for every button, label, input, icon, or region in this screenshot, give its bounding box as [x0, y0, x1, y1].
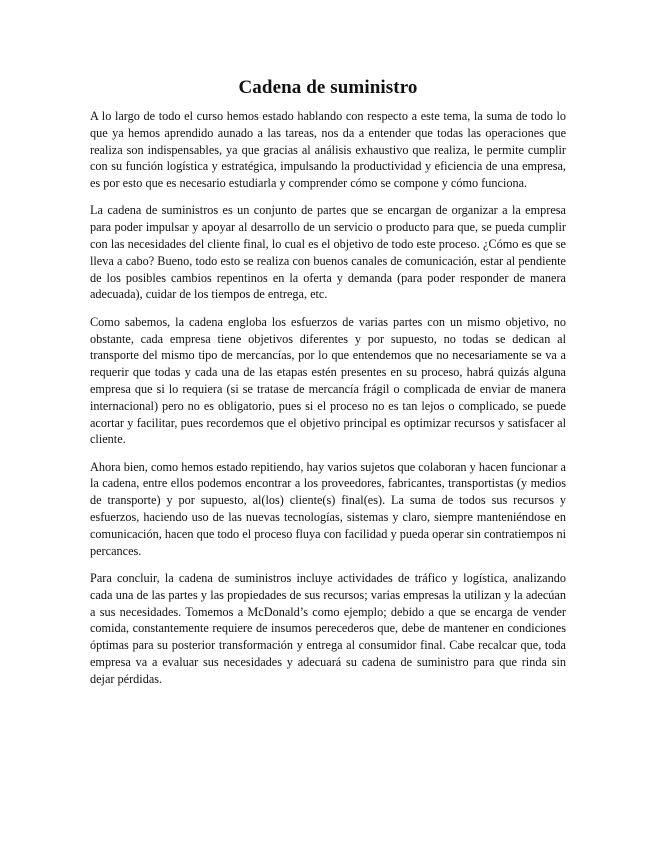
paragraph-1: A lo largo de todo el curso hemos estado hablando con respecto a este tema, la suma de todo lo que ya hemos aprendido aunado a las tareas, nos da a entender que todas las operaciones que realiza son indispensables, ya que gracias al análisis exhaustivo que realiza, le permite cumplir con su función logística y estratégica, impulsando la productividad y eficiencia de una empresa, es por esto que es necesario estudiarla y comprender cómo se compone y cómo funciona.: [90, 109, 566, 191]
document-title: Cadena de suministro: [238, 77, 418, 98]
paragraph-2: La cadena de suministros es un conjunto de partes que se encargan de organizar a la empresa para poder impulsar y apoyar al desarrollo de un servicio o producto para que, se pueda cumplir con las necesidades del cliente final, lo cual es el objetivo de todo este proceso. ¿Cómo es que se lleva a cabo? Bueno, todo esto se realiza con buenos canales de comunicación, estar al pendiente de los posibles cambios repentinos en la oferta y demanda (para poder responder de manera adecuada), cuidar de los tiempos de entrega, etc.: [90, 203, 566, 302]
paragraph-5: Para concluir, la cadena de suministros incluye actividades de tráfico y logística, analizando cada una de las partes y las propiedades de sus recursos; varias empresas la utilizan y la adecúan a sus necesidades. Tomemos a McDonald’s como ejemplo; debido a que se encarga de vender comida, constantemente requiere de insumos perecederos que, debe de mantener en condiciones óptimas para su posterior transformación y entrega al consumidor final. Cabe recalcar que, toda empresa va a evaluar sus necesidades y adecuará su cadena de suministro para que rinda sin dejar pérdidas.: [90, 570, 566, 686]
paragraph-3: Como sabemos, la cadena engloba los esfuerzos de varias partes con un mismo objetivo, no obstante, cada empresa tiene objetivos diferentes y por supuesto, no todas se dedican al transporte del mismo tipo de mercancías, por lo que entendemos que no necesariamente se va a requerir que todas y cada una de las etapas estén presentes en su proceso, habrá quizás alguna empresa que si lo requiera (si se tratase de mercancía frágil o complicada de enviar de manera internacional) pero no es obligatorio, pues si el proceso no es tan lejos o complicado, se puede acortar y facilitar, pues recordemos que el objetivo principal es optimizar recursos y satisfacer al cliente.: [90, 314, 566, 447]
paragraph-4: Ahora bien, como hemos estado repitiendo, hay varios sujetos que colaboran y hacen funcionar a la cadena, entre ellos podemos encontrar a los proveedores, fabricantes, transportistas (y medios de transporte) y por supuesto, al(los) cliente(s) final(es). La suma de todos sus recursos y esfuerzos, haciendo uso de las nuevas tecnologías, sistemas y claro, siempre manteniéndose en comunicación, hacen que todo el proceso fluya con facilidad y pueda operar sin contratiempos ni percances.: [90, 459, 566, 558]
document-page: [90, 76, 566, 698]
